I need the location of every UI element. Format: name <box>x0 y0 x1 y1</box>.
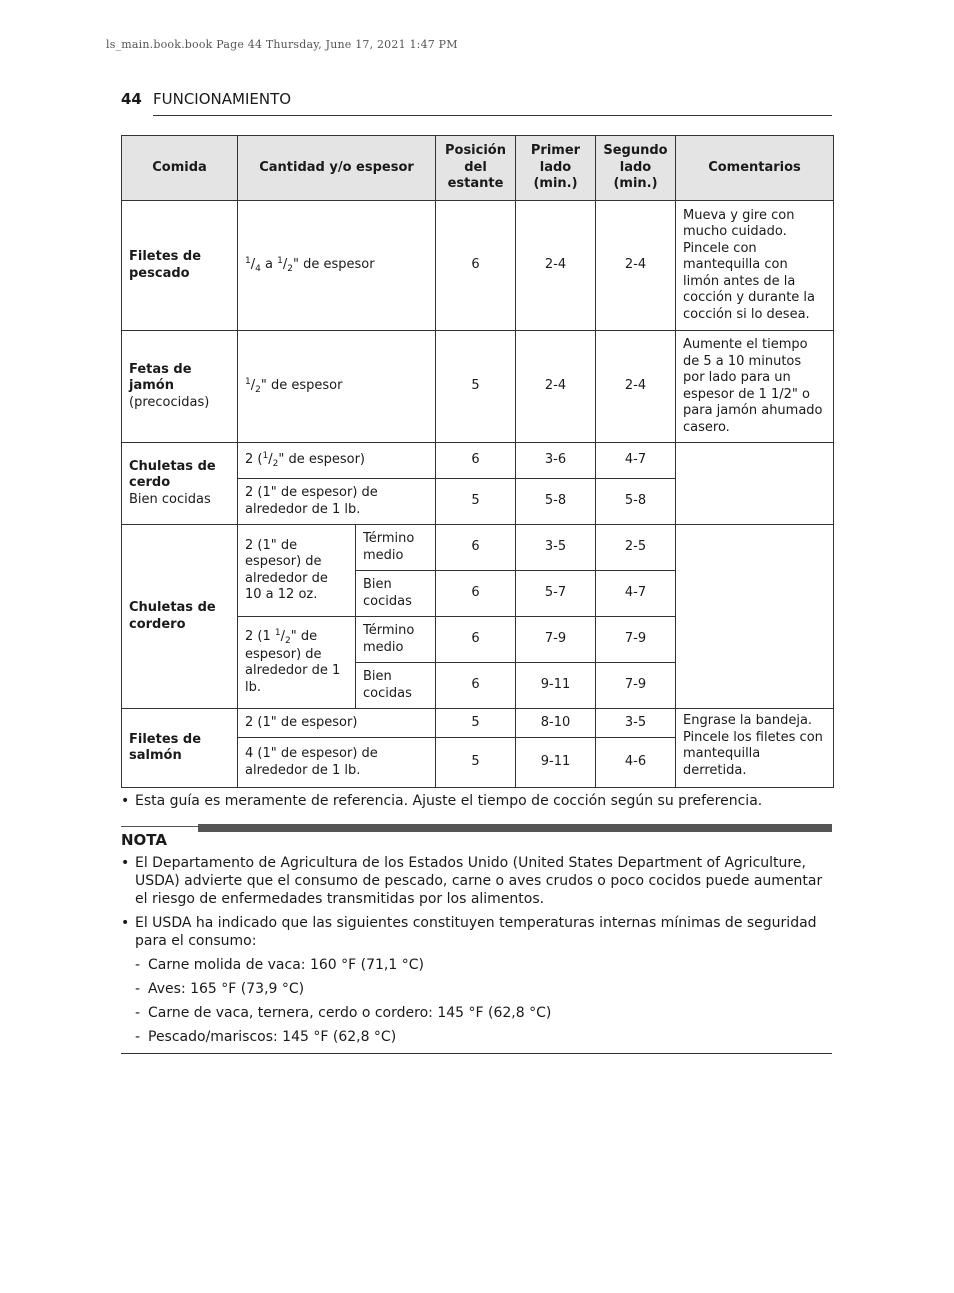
shelf-cell: 5 <box>436 479 516 525</box>
shelf-cell: 6 <box>436 663 516 709</box>
footnote-text: Esta guía es meramente de referencia. Ajuste el tiempo de cocción según su preferencia. <box>135 793 763 809</box>
header-comments: Comentarios <box>676 136 834 201</box>
amount-text: " de espesor <box>292 256 375 272</box>
shelf-cell: 6 <box>436 443 516 479</box>
dash-marker: - <box>135 957 141 973</box>
food-note: Bien cocidas <box>129 491 211 507</box>
first-side-cell: 5-7 <box>516 571 596 617</box>
shelf-cell: 6 <box>436 617 516 663</box>
doneness-cell: Bien cocidas <box>356 663 436 709</box>
header-food: Comida <box>122 136 238 201</box>
fraction-den: 2 <box>285 636 291 646</box>
amount-text: 2 ( <box>245 451 263 467</box>
broiling-guide-table <box>121 135 834 788</box>
note-bullet <box>121 914 833 950</box>
food-name: Filetes de pescado <box>129 249 202 281</box>
first-side-cell: 9-11 <box>516 663 596 709</box>
note-text: El USDA ha indicado que las siguientes constituyen temperaturas internas mínimas de seguridad para el consumo: <box>135 915 817 949</box>
shelf-cell: 6 <box>436 571 516 617</box>
food-name: Chuletas de cordero <box>129 600 216 632</box>
amount-cell <box>238 443 436 479</box>
note-rule <box>121 826 198 827</box>
first-side-cell: 3-5 <box>516 525 596 571</box>
second-side-cell: 2-4 <box>596 201 676 331</box>
temperature-item <box>121 1028 833 1046</box>
header-second-side: Segundo lado (min.) <box>596 136 676 201</box>
second-side-cell: 4-6 <box>596 738 676 788</box>
dash-marker: - <box>135 1029 141 1045</box>
dash-marker: - <box>135 981 141 997</box>
amount-text: " de espesor <box>260 377 343 393</box>
fraction-num: 1 <box>277 255 283 266</box>
fraction-slash: / <box>250 377 256 393</box>
food-name: Chuletas de cerdo <box>129 458 216 491</box>
table-footnote <box>121 792 833 810</box>
table-row <box>122 331 834 443</box>
fraction-den: 4 <box>255 263 261 274</box>
table-row <box>122 709 834 738</box>
shelf-cell: 5 <box>436 709 516 738</box>
food-note: (precocidas) <box>129 394 210 410</box>
fraction-den: 2 <box>255 384 261 395</box>
first-side-cell: 7-9 <box>516 617 596 663</box>
first-side-cell: 5-8 <box>516 479 596 525</box>
comment-cell: Aumente el tiempo de 5 a 10 minutos por lado para un espesor de 1 1/2" o para jamón ahumado casero. <box>676 331 834 443</box>
doneness-cell: Término medio <box>356 525 436 571</box>
second-side-cell: 2-5 <box>596 525 676 571</box>
page-header <box>121 90 832 118</box>
second-side-cell: 2-4 <box>596 331 676 443</box>
doneness-cell: Bien cocidas <box>356 571 436 617</box>
table-row <box>122 443 834 479</box>
shelf-cell: 6 <box>436 201 516 331</box>
fraction-den: 2 <box>287 263 293 274</box>
doneness-cell: Término medio <box>356 617 436 663</box>
temperature-item <box>121 956 833 974</box>
temperature-text: Pescado/mariscos: 145 °F (62,8 °C) <box>148 1029 397 1045</box>
page-number: 44 <box>121 90 142 108</box>
food-cell <box>122 709 238 788</box>
section-title: FUNCIONAMIENTO <box>153 90 292 108</box>
amount-cell: 2 (1" de espesor) de alrededor de 10 a 12 oz. <box>238 525 356 617</box>
second-side-cell: 5-8 <box>596 479 676 525</box>
second-side-cell: 4-7 <box>596 571 676 617</box>
comment-cell: Mueva y gire con mucho cuidado. Pincele con mantequilla con limón antes de la cocción y durante la cocción si lo desea. <box>676 201 834 331</box>
amount-cell: 4 (1" de espesor) de alrededor de 1 lb. <box>238 738 436 788</box>
temperature-text: Carne de vaca, ternera, cerdo o cordero: 145 °F (62,8 °C) <box>148 1005 552 1021</box>
note-body <box>121 854 833 1052</box>
first-side-cell: 3-6 <box>516 443 596 479</box>
table-header-row <box>122 136 834 201</box>
temperature-text: Carne molida de vaca: 160 °F (71,1 °C) <box>148 957 424 973</box>
amount-text: " de espesor) de alrededor de 1 lb. <box>245 629 341 695</box>
amount-text: " de espesor) <box>278 451 366 467</box>
bullet-dot: • <box>121 793 130 809</box>
comment-cell <box>676 443 834 525</box>
food-name: Filetes de salmón <box>129 731 202 763</box>
header-shelf: Posición del estante <box>436 136 516 201</box>
fraction-num: 1 <box>245 376 251 387</box>
header-first-side: Primer lado (min.) <box>516 136 596 201</box>
fraction-num: 1 <box>262 450 269 461</box>
second-side-cell: 4-7 <box>596 443 676 479</box>
fraction-num: 1 <box>274 628 281 638</box>
bullet-dot: • <box>121 915 130 931</box>
fraction-slash: / <box>268 451 273 467</box>
second-side-cell: 3-5 <box>596 709 676 738</box>
food-name: Fetas de jamón <box>129 361 192 394</box>
comment-cell: Engrase la bandeja. Pincele los filetes con mantequilla derretida. <box>676 709 834 788</box>
amount-cell: 2 (1" de espesor) <box>238 709 436 738</box>
note-bar <box>198 824 832 832</box>
shelf-cell: 5 <box>436 331 516 443</box>
food-cell <box>122 525 238 709</box>
note-text: El Departamento de Agricultura de los Estados Unido (United States Department of Agriculture, USDA) advierte que el consumo de pescado, carne o aves crudos o poco cocidos puede aumentar el riesgo de enfermedades transmitidas por los alimentos. <box>135 855 823 907</box>
second-side-cell: 7-9 <box>596 617 676 663</box>
header-amount: Cantidad y/o espesor <box>238 136 436 201</box>
amount-cell <box>238 331 436 443</box>
comment-cell <box>676 525 834 709</box>
first-side-cell: 8-10 <box>516 709 596 738</box>
first-side-cell: 2-4 <box>516 201 596 331</box>
temperature-item <box>121 980 833 998</box>
food-cell <box>122 331 238 443</box>
food-cell <box>122 201 238 331</box>
print-header: ls_main.book.book Page 44 Thursday, June 17, 2021 1:47 PM <box>106 38 458 51</box>
first-side-cell: 9-11 <box>516 738 596 788</box>
amount-cell: 2 (1" de espesor) de alrededor de 1 lb. <box>238 479 436 525</box>
fraction-slash: / <box>282 256 288 272</box>
amount-cell <box>238 617 356 709</box>
note-bullet <box>121 854 833 908</box>
temperature-item <box>121 1004 833 1022</box>
note-title: NOTA <box>121 831 167 849</box>
second-side-cell: 7-9 <box>596 663 676 709</box>
dash-marker: - <box>135 1005 141 1021</box>
first-side-cell: 2-4 <box>516 331 596 443</box>
temperature-text: Aves: 165 °F (73,9 °C) <box>148 981 305 997</box>
amount-text: a <box>260 256 278 272</box>
header-rule <box>153 115 832 116</box>
amount-cell <box>238 201 436 331</box>
food-cell <box>122 443 238 525</box>
amount-text: 2 (1 <box>245 629 275 644</box>
shelf-cell: 6 <box>436 525 516 571</box>
shelf-cell: 5 <box>436 738 516 788</box>
fraction-den: 2 <box>272 458 279 469</box>
fraction-slash: / <box>250 256 256 272</box>
end-rule <box>121 1053 832 1054</box>
fraction-slash: / <box>280 629 286 644</box>
fraction-num: 1 <box>245 255 251 266</box>
table-row <box>122 201 834 331</box>
table-row <box>122 525 834 571</box>
bullet-dot: • <box>121 855 130 871</box>
